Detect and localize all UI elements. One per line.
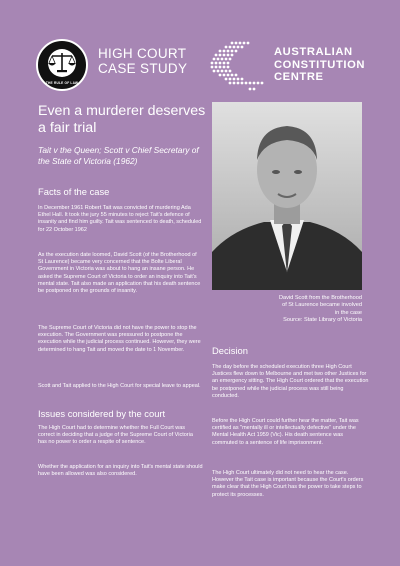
org-name-line3: CENTRE <box>274 71 324 83</box>
map-dot <box>235 74 238 77</box>
map-dot <box>219 62 222 65</box>
map-dot <box>215 62 218 65</box>
map-dot <box>227 74 230 77</box>
map-dot <box>261 82 264 85</box>
caption-line-3: in the case <box>334 309 362 316</box>
map-dot <box>227 62 230 65</box>
facts-paragraph-3: The Supreme Court of Victoria did not have the power to stop the execution. The Government was pressured to postpone the execution while the judicial process continued. However, they were determined to hang Tait and moved the date to 1 November. <box>38 325 201 353</box>
map-dot <box>219 50 222 53</box>
david-scott-photo <box>212 102 362 290</box>
portrait-illustration <box>212 102 362 290</box>
map-dot <box>213 70 216 73</box>
map-dot <box>221 58 224 61</box>
map-dot <box>249 82 252 85</box>
map-dot <box>239 42 242 45</box>
decision-paragraph-2: Before the High Court could further hear the matter, Tait was certified as "mentally ill or intellectually defective" under the Mental Health Act 1959 (Vic). His death sentence was commuted to a sentence of life imprisonment. <box>212 418 359 446</box>
decision-paragraph-3: The High Court ultimately did not need to hear the case. However the Tait case is important because the Court's orders make clear that the High Court has the power to take steps to protect its processes. <box>212 470 364 498</box>
map-dot <box>253 88 256 91</box>
org-name-line1: AUSTRALIAN <box>274 46 353 58</box>
rule-of-law-seal <box>36 39 88 91</box>
map-dot <box>233 46 236 49</box>
facts-paragraph-4: Scott and Tait applied to the High Court for special leave to appeal. <box>38 383 201 389</box>
map-dot <box>219 74 222 77</box>
series-title <box>98 46 187 76</box>
map-dot <box>223 66 226 69</box>
map-dot <box>237 46 240 49</box>
map-dot <box>231 50 234 53</box>
series-title-line1: HIGH COURT <box>98 46 187 61</box>
map-dot <box>211 66 214 69</box>
map-dot <box>229 58 232 61</box>
map-dot <box>219 66 222 69</box>
map-dot <box>229 46 232 49</box>
map-dot <box>221 70 224 73</box>
map-dot <box>229 78 232 81</box>
map-dot <box>229 82 232 85</box>
map-dot <box>225 46 228 49</box>
map-dot <box>219 54 222 57</box>
map-dot <box>231 42 234 45</box>
map-dot <box>215 66 218 69</box>
facts-paragraph-2: As the execution date loomed, David Scott (of the Brotherhood of St Laurence) became very concerned that the Bolte Liberal Government in Victoria was about to hang an insane person. He asked the Supreme Court of Victoria to order an inquiry into Tait's mental state. Tait also made an application that his death sentence be postponed on the grounds of insanity. <box>38 252 201 295</box>
case-citation: Tait v the Queen; Scott v Chief Secretary of the State of Victoria (1962) <box>38 145 199 166</box>
map-dot <box>223 54 226 57</box>
map-dot <box>229 70 232 73</box>
caption-line-1: David Scott from the Brotherhood <box>278 295 362 301</box>
map-dot <box>225 78 228 81</box>
map-dot <box>253 82 256 85</box>
issues-heading: Issues considered by the court <box>38 408 166 419</box>
org-name <box>274 46 365 84</box>
map-dot <box>231 54 234 57</box>
map-dot <box>217 58 220 61</box>
map-dot <box>231 74 234 77</box>
map-dot <box>223 74 226 77</box>
map-dot <box>237 82 240 85</box>
map-dot <box>213 58 216 61</box>
map-dot <box>249 88 252 91</box>
caption-line-2: of St Laurence became involved <box>282 302 362 309</box>
map-dot <box>241 82 244 85</box>
map-dot <box>247 42 250 45</box>
map-dot <box>245 82 248 85</box>
map-dot <box>211 62 214 65</box>
caption-source: Source: State Library of Victoria <box>283 316 362 323</box>
map-dot <box>225 58 228 61</box>
photo-caption <box>212 295 362 324</box>
map-dot <box>223 50 226 53</box>
case-title: Even a murderer deserves a fair trial <box>38 103 206 136</box>
series-title-line2: CASE STUDY <box>98 61 188 76</box>
map-dot <box>227 50 230 53</box>
facts-paragraph-1: In December 1961 Robert Tait was convicted of murdering Ada Ethel Hall. It took the jury 55 minutes to reject Tait's defence of insanity and find him guilty. Tait was sentenced to death, scheduled for 22 October 1962 <box>38 205 202 233</box>
map-dot <box>235 50 238 53</box>
map-dot <box>215 54 218 57</box>
map-dot <box>217 70 220 73</box>
seal-label: THE RULE OF LAW <box>45 81 79 85</box>
org-name-line2: CONSTITUTION <box>274 58 366 71</box>
facts-heading: Facts of the case <box>38 186 110 197</box>
australia-map-logo-icon <box>208 39 270 91</box>
decision-heading: Decision <box>212 345 248 356</box>
issues-paragraph-2: Whether the application for an inquiry into Tait's mental state should have been allowed was also considered. <box>38 464 203 478</box>
map-dot <box>243 42 246 45</box>
map-dot <box>241 78 244 81</box>
map-dot <box>257 82 260 85</box>
map-dot <box>225 70 228 73</box>
map-dot <box>227 66 230 69</box>
map-dot <box>233 82 236 85</box>
map-dot <box>233 78 236 81</box>
map-dot <box>223 62 226 65</box>
map-dot <box>235 42 238 45</box>
map-dot <box>227 54 230 57</box>
map-dot <box>237 78 240 81</box>
issues-paragraph-1: The High Court had to determine whether the Full Court was correct in deciding that a judge of the Supreme Court of Victoria has no power to order a respite of sentence. <box>38 425 193 446</box>
map-dot <box>241 46 244 49</box>
decision-paragraph-1: The day before the scheduled execution three High Court Justices flew down to Melbourne and met two other Justices for an emergency sitting. The High Court ordered that the execution be postponed while the judicial process was still being conducted. <box>212 364 369 399</box>
